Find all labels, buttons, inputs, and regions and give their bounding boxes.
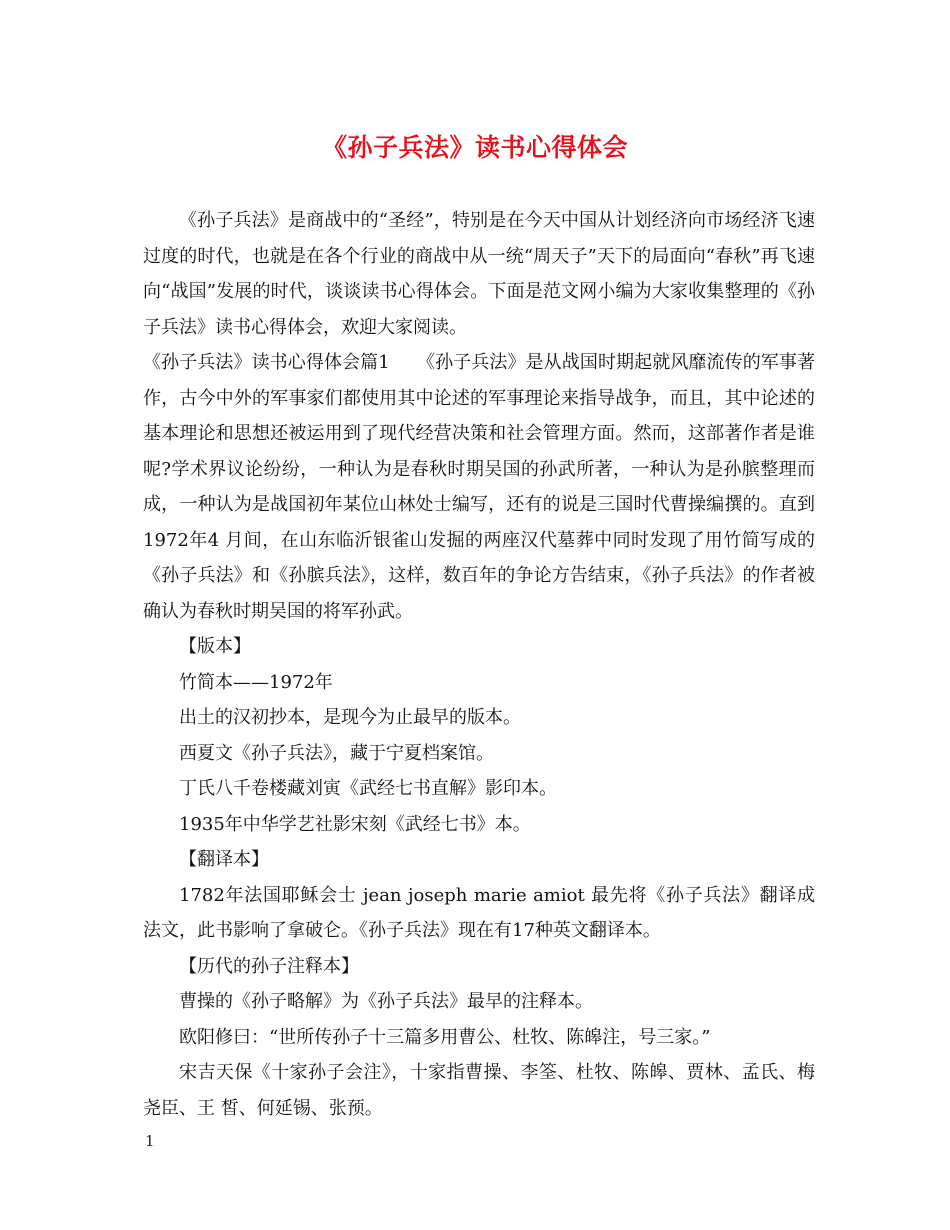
edition-item: 竹简本——1972年 [179,671,333,693]
page-number: 1 [145,1132,155,1150]
section-heading-translations: 【翻译本】 [179,849,269,870]
annotation-paragraph: 曹操的《孙子略解》为《孙子兵法》最早的注释本。 [179,991,593,1012]
section-heading-editions: 【版本】 [179,636,251,657]
document-title: 《孙子兵法》读书心得体会 [321,133,628,162]
edition-item: 西夏文《孙子兵法》，藏于宁夏档案馆。 [179,742,494,764]
translation-paragraph: 1782年法国耶稣会士 jean joseph marie amiot 最先将《孙子兵法》翻译成法文，此书影响了拿破仑。《孙子兵法》现在有17种英文翻译本。 [143,884,815,941]
annotation-paragraph: 宋吉天保《十家孙子会注》，十家指曹操、李筌、杜牧、陈皞、贾林、孟氏、梅尧臣、王 皙、何延锡、张预。 [143,1062,815,1119]
intro-paragraph: 《孙子兵法》是商战中的“圣经”，特别是在今天中国从计划经济向市场经济飞速过度的时代，也就是在各个行业的商战中从一统“周天子”天下的局面向“春秋”再飞速向“战国”发展的时代，谈谈读书心得体会。下面是范文网小编为大家收集整理的《孙子兵法》读书心得体会，欢迎大家阅读。 [143,210,815,338]
edition-item: 丁氏八千卷楼藏刘寅《武经七书直解》影印本。 [179,778,557,799]
edition-item: 1935年中华学艺社影宋刻《武经七书》本。 [179,813,531,835]
document-body [143,203,815,1126]
annotation-paragraph: 欧阳修曰：“世所传孙子十三篇多用曹公、杜牧、陈皞注，号三家。” [179,1026,711,1048]
section-heading-annotations: 【历代的孙子注释本】 [179,955,359,977]
article-paragraph: 《孙子兵法》读书心得体会篇1 《孙子兵法》是从战国时期起就风靡流传的军事著作，古今中外的军事家们都使用其中论述的军事理论来指导战争，而且，其中论述的基本理论和思想还被运用到了现代经营决策和社会管理方面。然而，这部著作者是谁呢?学术界议论纷纷，一种认为是春秋时期吴国的孙武所著，一种认为是孙膑整理而成，一种认为是战国初年某位山林处士编写，还有的说是三国时代曹操编撰的。直到1972年4 月间，在山东临沂银雀山发掘的两座汉代墓葬中同时发现了用竹简写成的《孙子兵法》和《孙膑兵法》，这样，数百年的争论方告结束，《孙子兵法》的作者被确认为春秋时期吴国的将军孙武。 [143,352,815,622]
edition-item: 出土的汉初抄本，是现今为止最早的版本。 [179,707,521,728]
